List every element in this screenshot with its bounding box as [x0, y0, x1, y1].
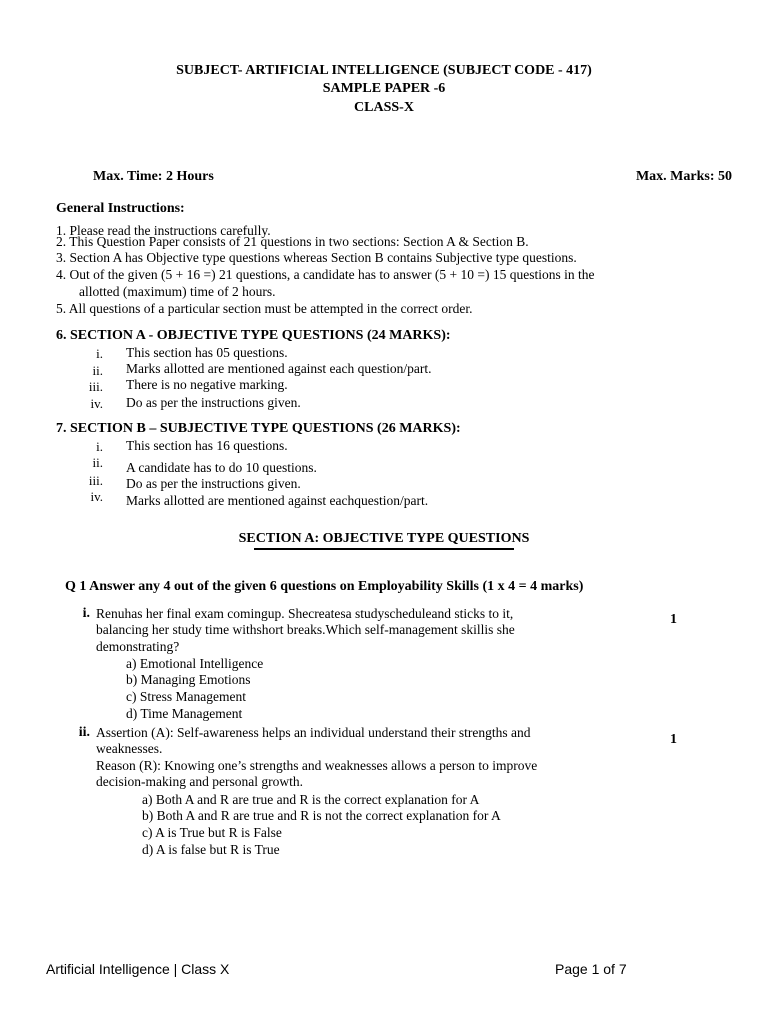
answer-option: b) Both A and R are true and R is not the correct explanation for A [142, 808, 501, 823]
instruction-item: allotted (maximum) time of 2 hours. [79, 284, 276, 299]
roman-numeral: iv. [90, 489, 103, 504]
section-b-info-item: Do as per the instructions given. [126, 476, 301, 491]
instruction-item: 2. This Question Paper consists of 21 questions in two sections: Section A & Section B. [56, 234, 529, 249]
roman-numeral: ii. [92, 455, 103, 470]
sample-paper-number: SAMPLE PAPER -6 [322, 81, 446, 96]
marks-value: 1 [670, 612, 677, 627]
answer-option: c) Stress Management [126, 689, 246, 704]
max-time: Max. Time: 2 Hours [93, 169, 214, 184]
question-text-line: balancing her study time withshort breaks.Which self-management skillis she [96, 622, 515, 637]
answer-option: b) Managing Emotions [126, 672, 251, 687]
roman-numeral: ii. [92, 363, 103, 378]
instruction-item: 1. Please read the instructions carefully. [56, 223, 271, 238]
roman-numeral: iii. [88, 473, 103, 488]
footer-subject: Artificial Intelligence | Class X [46, 961, 230, 977]
page-number: Page 1 of 7 [555, 961, 627, 977]
question-1-heading: Q 1 Answer any 4 out of the given 6 questions on Employability Skills (1 x 4 = 4 marks) [65, 579, 584, 594]
section-b-info-item: This section has 16 questions. [126, 438, 288, 453]
question-text-line: Reason (R): Knowing one’s strengths and weaknesses allows a person to improve [96, 758, 538, 773]
instructions-title: General Instructions: [56, 201, 185, 216]
section-a-info-item: There is no negative marking. [126, 377, 288, 392]
roman-numeral: iv. [90, 396, 103, 411]
question-text-line: Renuhas her final exam comingup. Shecreatesa studyscheduleand sticks to it, [96, 606, 514, 621]
question-text-line: weaknesses. [96, 741, 163, 756]
section-b-info-heading: 7. SECTION B – SUBJECTIVE TYPE QUESTIONS (26 MARKS): [56, 421, 461, 436]
instruction-item: 4. Out of the given (5 + 16 =) 21 questions, a candidate has to answer (5 + 10 =) 15 questions in the [56, 267, 595, 282]
question-part-numeral: i. [82, 606, 90, 621]
answer-option: a) Both A and R are true and R is the correct explanation for A [142, 792, 480, 807]
question-text-line: demonstrating? [96, 639, 180, 654]
answer-option: a) Emotional Intelligence [126, 656, 264, 671]
answer-option: c) A is True but R is False [142, 825, 282, 840]
marks-value: 1 [670, 732, 677, 747]
instruction-item: 5. All questions of a particular section must be attempted in the correct order. [56, 301, 473, 316]
instruction-item: 3. Section A has Objective type questions whereas Section B contains Subjective type questions. [56, 250, 577, 265]
paper-subject-title: SUBJECT- ARTIFICIAL INTELLIGENCE (SUBJECT CODE - 417) [176, 63, 592, 78]
section-title-underline [254, 548, 514, 550]
section-a-info-item: Marks allotted are mentioned against each question/part. [126, 361, 432, 376]
section-a-title: SECTION A: OBJECTIVE TYPE QUESTIONS [238, 531, 530, 546]
max-marks: Max. Marks: 50 [635, 169, 732, 184]
section-a-info-item: Do as per the instructions given. [126, 395, 301, 410]
roman-numeral: i. [96, 346, 103, 361]
class-label: CLASS-X [354, 100, 414, 115]
section-b-info-item: A candidate has to do 10 questions. [126, 460, 317, 475]
answer-option: d) A is false but R is True [142, 842, 280, 857]
section-b-info-item: Marks allotted are mentioned against eachquestion/part. [126, 493, 429, 508]
roman-numeral: iii. [88, 379, 103, 394]
section-a-info-item: This section has 05 questions. [126, 345, 288, 360]
roman-numeral: i. [96, 439, 103, 454]
question-text-line: decision-making and personal growth. [96, 774, 303, 789]
section-a-info-heading: 6. SECTION A - OBJECTIVE TYPE QUESTIONS (24 MARKS): [56, 328, 451, 343]
question-part-numeral: ii. [78, 725, 90, 740]
answer-option: d) Time Management [126, 706, 243, 721]
question-text-line: Assertion (A): Self-awareness helps an individual understand their strengths and [96, 725, 531, 740]
